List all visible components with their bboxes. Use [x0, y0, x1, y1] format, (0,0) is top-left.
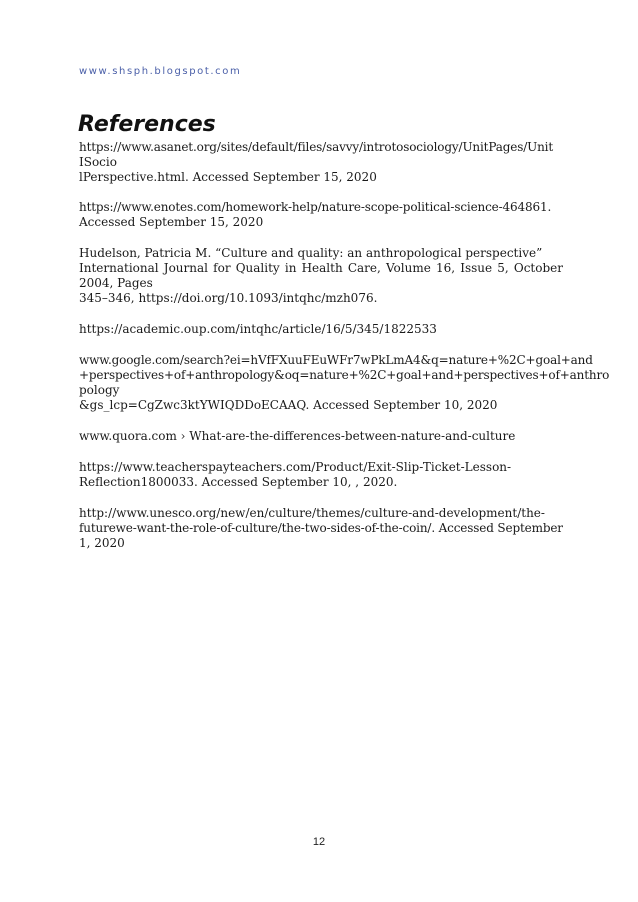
page-title: References [78, 112, 216, 137]
reference-line: Hudelson, Patricia M. “Culture and quality: an anthropological perspective” [79, 246, 543, 260]
reference-line[interactable]: http://www.unesco.org/new/en/culture/themes/culture-and-development/the- [79, 506, 545, 520]
reference-line: Accessed September 15, 2020 [79, 215, 264, 229]
reference-line[interactable]: https://www.teacherspayteachers.com/Product/Exit-Slip-Ticket-Lesson- [79, 460, 512, 474]
reference-item [79, 140, 563, 185]
page-number: 12 [312, 836, 326, 848]
reference-line: 1, 2020 [79, 536, 125, 550]
reference-item [79, 246, 563, 306]
reference-line[interactable]: +perspectives+of+anthropology&oq=nature+%2C+goal+and+perspectives+of+anthro [79, 368, 610, 382]
reference-item [79, 429, 563, 444]
reference-line[interactable]: www.google.com/search?ei=hVfFXuuFEuWFr7wPkLmA4&q=nature+%2C+goal+and [79, 353, 593, 367]
reference-item [79, 460, 563, 490]
reference-line[interactable]: &gs_lcp=CgZwc3ktYWIQDDoECAAQ. Accessed September 10, 2020 [79, 398, 498, 412]
reference-line: International Journal for Quality in Health Care, Volume 16, Issue 5, October [79, 261, 563, 275]
reference-line[interactable]: pology [79, 383, 120, 397]
reference-line[interactable]: futurewe-want-the-role-of-culture/the-two-sides-of-the-coin/. Accessed September [79, 521, 563, 535]
reference-line[interactable]: https://academic.oup.com/intqhc/article/16/5/345/1822533 [79, 322, 437, 336]
reference-line[interactable]: www.quora.com › What-are-the-differences-between-nature-and-culture [79, 429, 516, 443]
reference-line[interactable]: ISocio [79, 155, 117, 169]
reference-line[interactable]: Reflection1800033. Accessed September 10, , 2020. [79, 475, 398, 489]
references-list [79, 140, 610, 567]
reference-line[interactable]: https://www.asanet.org/sites/default/files/savvy/introtosociology/UnitPages/Unit [79, 140, 554, 154]
reference-item [79, 322, 563, 337]
reference-item [79, 200, 563, 230]
reference-line[interactable]: https://www.enotes.com/homework-help/nature-scope-political-science-464861. [79, 200, 552, 214]
reference-line: 2004, Pages [79, 276, 153, 290]
header-blog-url: www.shsph.blogspot.com [79, 66, 242, 77]
reference-item [79, 506, 563, 551]
reference-line[interactable]: lPerspective.html. Accessed September 15, 2020 [79, 170, 377, 184]
reference-item [79, 353, 610, 413]
reference-line[interactable]: 345–346, https://doi.org/10.1093/intqhc/mzh076. [79, 291, 378, 305]
